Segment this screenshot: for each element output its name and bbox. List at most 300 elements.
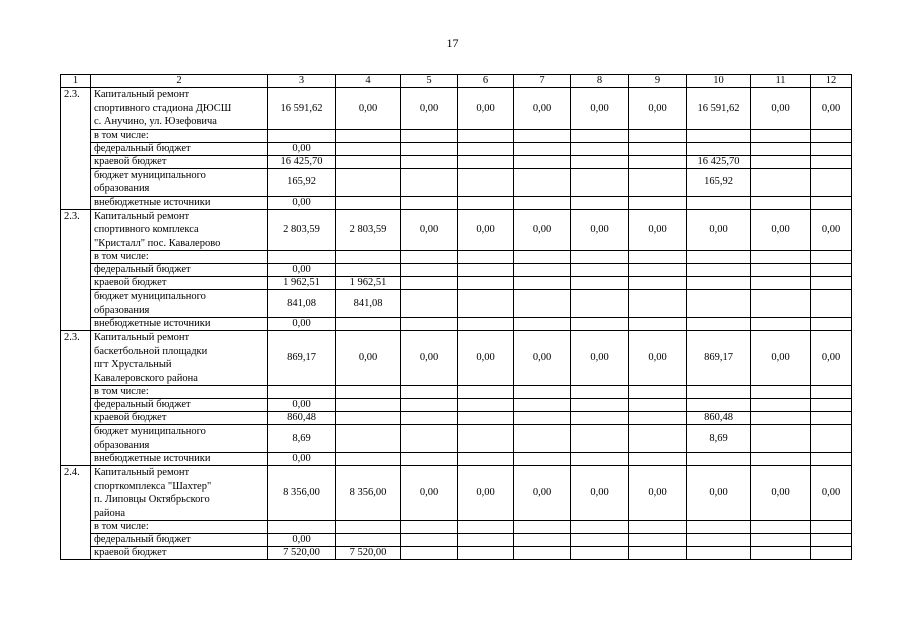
value-cell — [458, 425, 514, 453]
value-cell — [811, 290, 852, 318]
value-cell: 0,00 — [514, 331, 571, 386]
value-cell: 1 962,51 — [268, 277, 336, 290]
value-cell: 0,00 — [268, 142, 336, 155]
value-cell: 0,00 — [458, 331, 514, 386]
value-cell: 8,69 — [268, 425, 336, 453]
value-cell — [571, 129, 629, 142]
value-cell: 0,00 — [336, 88, 401, 130]
value-cell — [687, 290, 751, 318]
text-line: баскетбольной площадки — [94, 345, 208, 357]
sub-row-label: внебюджетные источники — [91, 196, 268, 209]
value-cell — [336, 521, 401, 534]
value-cell — [336, 155, 401, 168]
sub-row-label: краевой бюджет — [91, 277, 268, 290]
value-cell — [571, 168, 629, 196]
value-cell — [751, 534, 811, 547]
value-cell — [401, 251, 458, 264]
value-cell — [811, 264, 852, 277]
sub-row — [61, 129, 852, 142]
value-cell: 0,00 — [401, 331, 458, 386]
value-cell — [811, 425, 852, 453]
value-cell: 0,00 — [268, 453, 336, 466]
value-cell — [571, 290, 629, 318]
value-cell — [751, 168, 811, 196]
sub-row-label: в том числе: — [91, 251, 268, 264]
value-cell — [401, 521, 458, 534]
value-cell: 0,00 — [687, 466, 751, 521]
value-cell — [514, 453, 571, 466]
sub-row-label: федеральный бюджет — [91, 264, 268, 277]
value-cell — [458, 386, 514, 399]
value-cell — [571, 399, 629, 412]
value-cell — [401, 412, 458, 425]
value-cell: 0,00 — [811, 466, 852, 521]
value-cell: 0,00 — [571, 331, 629, 386]
sub-row-label: краевой бюджет — [91, 412, 268, 425]
value-cell — [571, 196, 629, 209]
text-line: Капитальный ремонт — [94, 210, 190, 222]
sub-row — [61, 399, 852, 412]
value-cell — [514, 399, 571, 412]
value-cell: 16 425,70 — [268, 155, 336, 168]
value-cell — [458, 264, 514, 277]
sub-row — [61, 277, 852, 290]
sub-row-label: краевой бюджет — [91, 547, 268, 560]
value-cell: 0,00 — [629, 331, 687, 386]
value-cell — [571, 412, 629, 425]
value-cell — [629, 142, 687, 155]
value-cell: 0,00 — [268, 264, 336, 277]
text-line: Капитальный ремонт — [94, 467, 190, 478]
value-cell: 16 591,62 — [268, 88, 336, 130]
value-cell: 0,00 — [268, 318, 336, 331]
value-cell — [629, 547, 687, 560]
value-cell — [751, 399, 811, 412]
text-line: спортивного стадиона ДЮСШ — [94, 102, 232, 114]
value-cell — [751, 129, 811, 142]
page-number: 17 — [446, 36, 459, 50]
value-cell: 0,00 — [268, 196, 336, 209]
value-cell — [751, 264, 811, 277]
value-cell — [687, 386, 751, 399]
value-cell — [629, 425, 687, 453]
value-cell — [514, 277, 571, 290]
text-line: Капитальный ремонт — [94, 89, 190, 100]
sub-row-label: в том числе: — [91, 521, 268, 534]
value-cell — [751, 521, 811, 534]
value-cell — [629, 521, 687, 534]
value-cell — [811, 453, 852, 466]
value-cell — [458, 155, 514, 168]
column-number-cell: 11 — [751, 75, 811, 88]
value-cell: 0,00 — [401, 209, 458, 251]
value-cell — [458, 196, 514, 209]
section-main-row — [61, 88, 852, 130]
text-line: района — [94, 507, 126, 519]
text-line: с. Анучино, ул. Юзефовича — [94, 116, 217, 127]
sub-row — [61, 425, 852, 453]
sub-row — [61, 290, 852, 318]
value-cell — [811, 251, 852, 264]
value-cell — [751, 290, 811, 318]
value-cell — [336, 318, 401, 331]
value-cell — [514, 142, 571, 155]
value-cell: 16 591,62 — [687, 88, 751, 130]
value-cell: 7 520,00 — [336, 547, 401, 560]
value-cell — [687, 196, 751, 209]
value-cell — [458, 453, 514, 466]
table-body — [61, 75, 852, 560]
sub-row-label — [91, 425, 268, 453]
value-cell — [401, 168, 458, 196]
value-cell — [514, 318, 571, 331]
value-cell — [336, 264, 401, 277]
value-cell — [629, 155, 687, 168]
value-cell: 7 520,00 — [268, 547, 336, 560]
value-cell: 0,00 — [268, 534, 336, 547]
value-cell — [811, 277, 852, 290]
value-cell — [401, 155, 458, 168]
value-cell: 0,00 — [629, 209, 687, 251]
value-cell — [687, 399, 751, 412]
value-cell — [401, 264, 458, 277]
sub-row — [61, 386, 852, 399]
column-number-cell: 4 — [336, 75, 401, 88]
value-cell — [458, 521, 514, 534]
value-cell — [514, 251, 571, 264]
sub-row-label: внебюджетные источники — [91, 318, 268, 331]
value-cell: 0,00 — [571, 88, 629, 130]
value-cell — [687, 534, 751, 547]
section-number-cell: 2.3. — [61, 331, 91, 466]
text-line: бюджет муниципального — [94, 291, 206, 302]
value-cell — [687, 129, 751, 142]
value-cell — [571, 251, 629, 264]
value-cell: 0,00 — [514, 209, 571, 251]
sub-row — [61, 264, 852, 277]
value-cell — [687, 453, 751, 466]
sub-row — [61, 547, 852, 560]
value-cell: 0,00 — [751, 209, 811, 251]
value-cell — [514, 155, 571, 168]
value-cell — [514, 547, 571, 560]
text-line: образования — [94, 183, 150, 194]
section-main-row — [61, 209, 852, 251]
value-cell — [336, 386, 401, 399]
value-cell — [629, 196, 687, 209]
value-cell: 1 962,51 — [336, 277, 401, 290]
value-cell — [751, 318, 811, 331]
value-cell — [687, 142, 751, 155]
value-cell: 869,17 — [687, 331, 751, 386]
value-cell — [629, 168, 687, 196]
value-cell — [401, 196, 458, 209]
value-cell — [571, 142, 629, 155]
column-number-cell: 10 — [687, 75, 751, 88]
value-cell — [571, 425, 629, 453]
value-cell — [336, 399, 401, 412]
value-cell — [751, 196, 811, 209]
section-title-cell — [91, 209, 268, 251]
value-cell — [336, 168, 401, 196]
value-cell: 0,00 — [687, 209, 751, 251]
value-cell — [336, 196, 401, 209]
value-cell — [811, 196, 852, 209]
value-cell — [514, 425, 571, 453]
sub-row — [61, 318, 852, 331]
value-cell — [629, 412, 687, 425]
text-line: п. Липовцы Октябрьского — [94, 494, 210, 505]
sub-row — [61, 155, 852, 168]
value-cell — [687, 277, 751, 290]
value-cell — [751, 386, 811, 399]
value-cell: 165,92 — [687, 168, 751, 196]
value-cell — [458, 399, 514, 412]
value-cell — [458, 168, 514, 196]
text-line: Кавалеровского района — [94, 372, 198, 384]
section-main-row — [61, 466, 852, 521]
value-cell: 0,00 — [401, 466, 458, 521]
value-cell — [811, 168, 852, 196]
value-cell — [751, 277, 811, 290]
section-title-cell — [91, 466, 268, 521]
value-cell — [687, 264, 751, 277]
value-cell: 0,00 — [751, 88, 811, 130]
value-cell: 16 425,70 — [687, 155, 751, 168]
sub-row — [61, 168, 852, 196]
value-cell: 0,00 — [629, 466, 687, 521]
value-cell: 0,00 — [514, 466, 571, 521]
value-cell — [687, 547, 751, 560]
value-cell — [514, 521, 571, 534]
column-number-cell: 12 — [811, 75, 852, 88]
value-cell — [458, 534, 514, 547]
column-number-cell: 1 — [61, 75, 91, 88]
value-cell — [811, 399, 852, 412]
value-cell — [811, 129, 852, 142]
value-cell: 2 803,59 — [268, 209, 336, 251]
value-cell — [401, 142, 458, 155]
value-cell — [571, 534, 629, 547]
value-cell — [401, 534, 458, 547]
value-cell — [751, 453, 811, 466]
value-cell — [458, 251, 514, 264]
value-cell — [629, 129, 687, 142]
value-cell — [811, 534, 852, 547]
value-cell — [336, 142, 401, 155]
value-cell: 841,08 — [268, 290, 336, 318]
value-cell — [458, 547, 514, 560]
value-cell — [401, 277, 458, 290]
value-cell — [401, 318, 458, 331]
value-cell: 860,48 — [687, 412, 751, 425]
value-cell: 841,08 — [336, 290, 401, 318]
value-cell — [458, 318, 514, 331]
value-cell — [687, 318, 751, 331]
value-cell — [811, 386, 852, 399]
value-cell — [514, 412, 571, 425]
column-number-cell: 2 — [91, 75, 268, 88]
column-number-cell: 5 — [401, 75, 458, 88]
value-cell — [336, 453, 401, 466]
value-cell: 0,00 — [751, 331, 811, 386]
value-cell — [514, 129, 571, 142]
value-cell — [336, 251, 401, 264]
value-cell: 0,00 — [514, 88, 571, 130]
value-cell: 8 356,00 — [268, 466, 336, 521]
value-cell — [401, 290, 458, 318]
value-cell — [629, 264, 687, 277]
value-cell — [401, 547, 458, 560]
value-cell — [401, 453, 458, 466]
section-title-cell — [91, 331, 268, 386]
value-cell — [514, 196, 571, 209]
value-cell: 0,00 — [458, 88, 514, 130]
value-cell — [687, 251, 751, 264]
text-line: бюджет муниципального — [94, 426, 206, 437]
column-number-cell: 3 — [268, 75, 336, 88]
value-cell — [401, 386, 458, 399]
value-cell — [571, 386, 629, 399]
value-cell: 165,92 — [268, 168, 336, 196]
section-number-cell: 2.3. — [61, 209, 91, 331]
value-cell — [811, 155, 852, 168]
value-cell — [268, 251, 336, 264]
text-line: пгт Хрустальный — [94, 359, 172, 370]
value-cell — [571, 453, 629, 466]
text-line: спорткомплекса "Шахтер" — [94, 480, 212, 492]
value-cell — [401, 399, 458, 412]
value-cell: 2 803,59 — [336, 209, 401, 251]
text-line: образования — [94, 304, 150, 316]
sub-row — [61, 453, 852, 466]
column-number-cell: 8 — [571, 75, 629, 88]
sub-row-label — [91, 290, 268, 318]
value-cell — [336, 129, 401, 142]
value-cell: 0,00 — [811, 209, 852, 251]
value-cell — [336, 412, 401, 425]
value-cell: 869,17 — [268, 331, 336, 386]
value-cell — [514, 168, 571, 196]
sub-row-label: федеральный бюджет — [91, 534, 268, 547]
value-cell — [514, 290, 571, 318]
value-cell — [571, 155, 629, 168]
sub-row — [61, 534, 852, 547]
value-cell: 0,00 — [336, 331, 401, 386]
value-cell: 8 356,00 — [336, 466, 401, 521]
column-number-cell: 9 — [629, 75, 687, 88]
column-number-cell: 7 — [514, 75, 571, 88]
value-cell — [751, 425, 811, 453]
value-cell — [458, 277, 514, 290]
value-cell — [336, 534, 401, 547]
sub-row — [61, 412, 852, 425]
value-cell — [811, 412, 852, 425]
column-number-cell: 6 — [458, 75, 514, 88]
section-title-cell — [91, 88, 268, 130]
sub-row-label: федеральный бюджет — [91, 399, 268, 412]
value-cell — [751, 412, 811, 425]
text-line: спортивного комплекса — [94, 224, 199, 235]
value-cell: 0,00 — [401, 88, 458, 130]
value-cell — [629, 399, 687, 412]
value-cell — [268, 386, 336, 399]
sub-row-label: внебюджетные источники — [91, 453, 268, 466]
value-cell — [811, 318, 852, 331]
value-cell — [751, 155, 811, 168]
value-cell — [571, 547, 629, 560]
value-cell — [751, 547, 811, 560]
header-row — [61, 75, 852, 88]
value-cell — [629, 534, 687, 547]
text-line: бюджет муниципального — [94, 169, 206, 181]
value-cell — [401, 129, 458, 142]
value-cell: 0,00 — [571, 466, 629, 521]
value-cell: 0,00 — [751, 466, 811, 521]
value-cell — [571, 318, 629, 331]
value-cell — [811, 142, 852, 155]
value-cell — [336, 425, 401, 453]
section-main-row — [61, 331, 852, 386]
value-cell — [571, 521, 629, 534]
value-cell — [571, 277, 629, 290]
sub-row-label — [91, 168, 268, 196]
value-cell — [514, 386, 571, 399]
value-cell: 0,00 — [268, 399, 336, 412]
value-cell — [629, 251, 687, 264]
sub-row-label: краевой бюджет — [91, 155, 268, 168]
sub-row — [61, 196, 852, 209]
value-cell — [811, 547, 852, 560]
value-cell: 860,48 — [268, 412, 336, 425]
value-cell: 0,00 — [811, 331, 852, 386]
value-cell — [629, 277, 687, 290]
value-cell — [401, 425, 458, 453]
value-cell: 0,00 — [571, 209, 629, 251]
value-cell — [514, 534, 571, 547]
value-cell — [458, 290, 514, 318]
budget-table — [60, 74, 852, 560]
value-cell: 0,00 — [458, 466, 514, 521]
value-cell — [629, 290, 687, 318]
value-cell — [687, 521, 751, 534]
value-cell: 0,00 — [811, 88, 852, 130]
value-cell — [811, 521, 852, 534]
sub-row — [61, 521, 852, 534]
value-cell — [629, 318, 687, 331]
value-cell — [751, 142, 811, 155]
sub-row — [61, 142, 852, 155]
value-cell — [629, 453, 687, 466]
sub-row-label: федеральный бюджет — [91, 142, 268, 155]
value-cell: 8,69 — [687, 425, 751, 453]
value-cell — [458, 129, 514, 142]
value-cell — [571, 264, 629, 277]
value-cell — [268, 129, 336, 142]
text-line: "Кристалл" пос. Кавалерово — [94, 237, 221, 249]
value-cell — [268, 521, 336, 534]
text-line: Капитальный ремонт — [94, 332, 190, 343]
sub-row-label: в том числе: — [91, 129, 268, 142]
value-cell: 0,00 — [629, 88, 687, 130]
section-number-cell: 2.3. — [61, 88, 91, 210]
section-number-cell: 2.4. — [61, 466, 91, 560]
value-cell — [629, 386, 687, 399]
value-cell — [751, 251, 811, 264]
value-cell: 0,00 — [458, 209, 514, 251]
sub-row — [61, 251, 852, 264]
sub-row-label: в том числе: — [91, 386, 268, 399]
